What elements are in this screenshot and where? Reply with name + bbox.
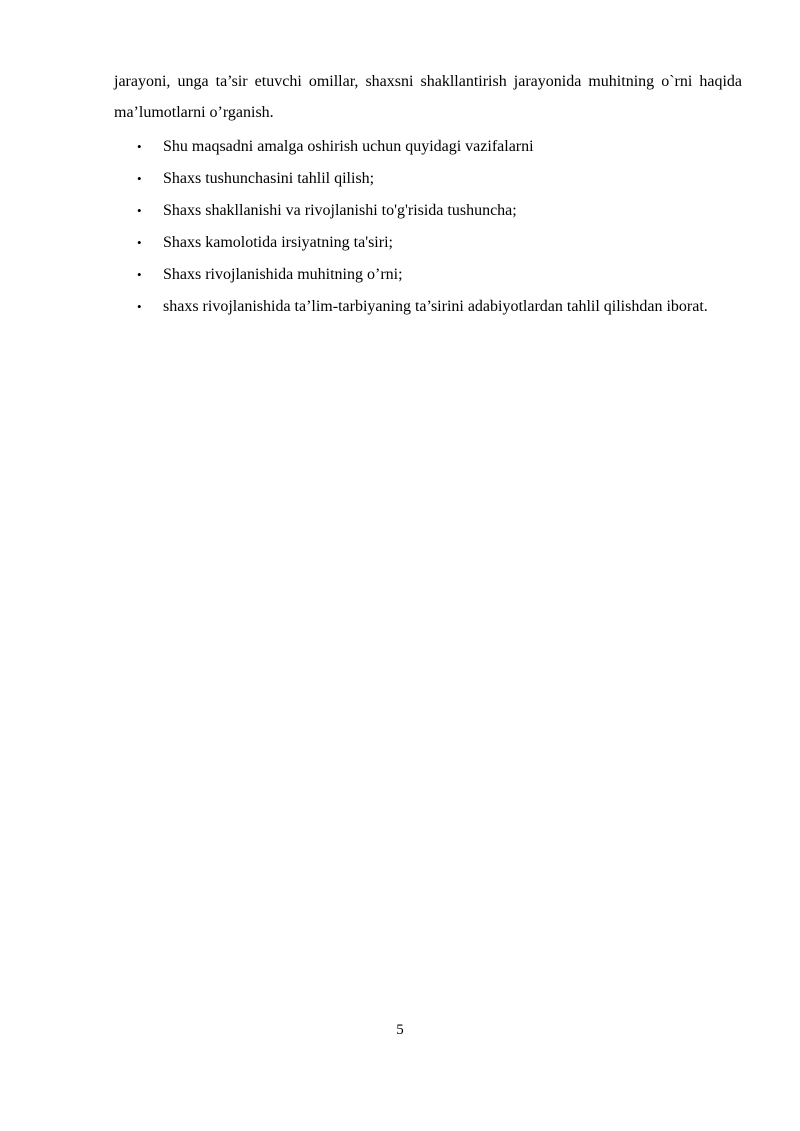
list-item	[132, 227, 742, 258]
task-bullet-list	[132, 131, 742, 323]
list-item	[132, 195, 742, 226]
bullet-icon: •	[137, 139, 142, 154]
bullet-icon: •	[137, 235, 142, 250]
paragraph-continuation: jarayoni, unga ta’sir etuvchi omillar, shaxsni shakllantirish jarayonida muhitning o`rni haqida ma’lumotlarni o’rganish.	[114, 73, 742, 121]
list-item	[132, 163, 742, 194]
list-item	[132, 291, 742, 322]
bullet-icon: •	[137, 299, 142, 314]
list-item	[132, 131, 742, 162]
list-item-text: Shaxs tushunchasini tahlil qilish;	[163, 170, 375, 187]
bullet-icon: •	[137, 203, 142, 218]
list-item-text: shaxs rivojlanishida ta’lim-tarbiyaning ta’sirini adabiyotlardan tahlil qilishdan iborat.	[163, 298, 708, 315]
list-item-text: Shaxs rivojlanishida muhitning o’rni;	[163, 266, 403, 283]
bullet-icon: •	[137, 171, 142, 186]
list-item	[132, 259, 742, 290]
bullet-icon: •	[137, 267, 142, 282]
list-item-text: Shaxs shakllanishi va rivojlanishi to'g'risida tushuncha;	[163, 202, 517, 219]
page-number: 5	[396, 1022, 404, 1038]
list-item-text: Shu maqsadni amalga oshirish uchun quyidagi vazifalarni	[163, 138, 534, 155]
list-item-text: Shaxs kamolotida irsiyatning ta'siri;	[163, 234, 393, 251]
